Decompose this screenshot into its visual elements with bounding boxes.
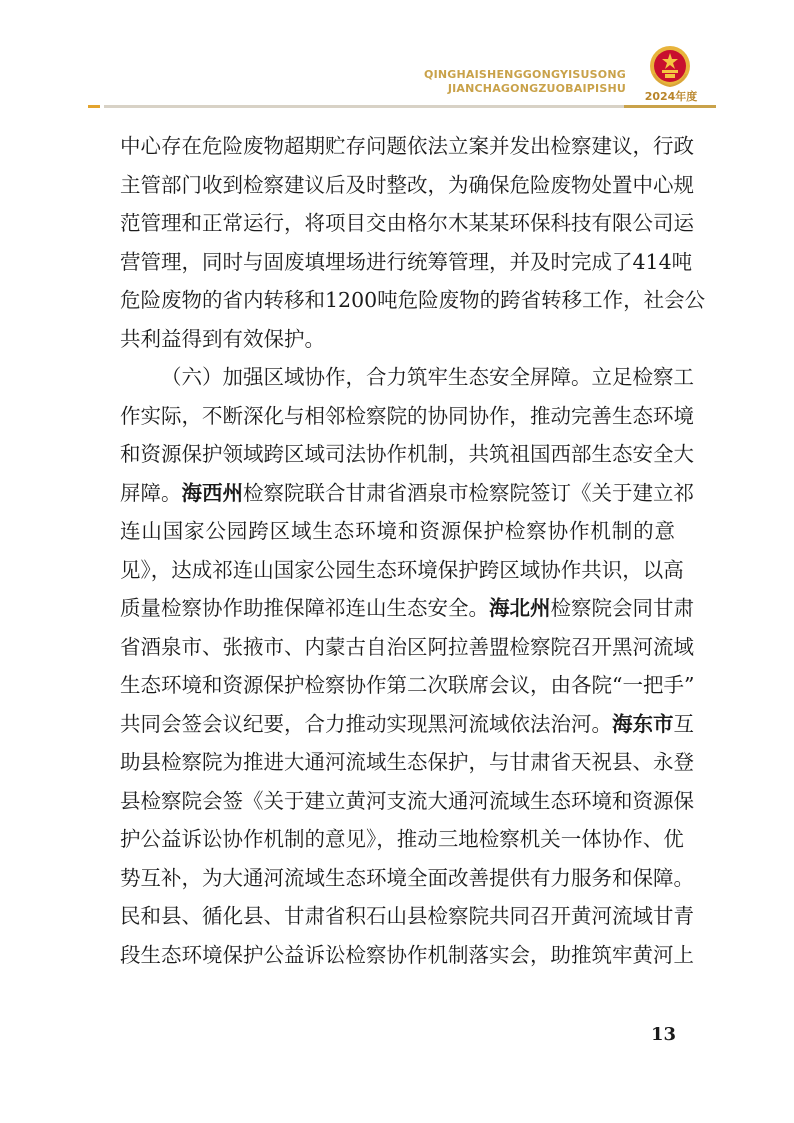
header-pinyin-line-2: JIANCHAGONGZUOBAIPISHU	[447, 82, 626, 95]
header-rule-accent	[88, 105, 100, 108]
text-line: 作实际，不断深化与相邻检察院的协同协作，推动完善生态环境	[120, 403, 694, 428]
text-line: 连山国家公园跨区域生态环境和资源保护检察协作机制的意	[120, 519, 675, 543]
text-line: 护公益诉讼协作机制的意见》，推动三地检察机关一体协作、优	[120, 827, 684, 851]
header-rule-gold	[624, 105, 716, 108]
page-number: 13	[650, 1024, 676, 1045]
highlight-haibei: 海北州	[489, 596, 551, 620]
text-line: 势互补，为大通河流域生态环境全面改善提供有力服务和保障。	[120, 865, 694, 890]
text-line: 危险废物的省内转移和1200吨危险废物的跨省转移工作，社会公	[120, 288, 706, 312]
text-line: 省酒泉市、张掖市、内蒙古自治区阿拉善盟检察院召开黑河流域	[120, 634, 694, 659]
header-brand-text	[424, 68, 626, 96]
body-text	[120, 127, 706, 974]
header-pinyin-line-1: QINGHAISHENGGONGYISUSONG	[424, 68, 626, 81]
text-line: 共利益得到有效保护。	[120, 326, 325, 351]
text-line: 民和县、循化县、甘肃省积石山县检察院共同召开黄河流域甘青	[120, 904, 694, 928]
highlight-haidong: 海东市	[612, 711, 674, 736]
text-line: 助县检察院为推进大通河流域生态保护，与甘肃省天祝县、永登	[120, 750, 694, 774]
text-line: 中心存在危险废物超期贮存问题依法立案并发出检察建议，行政	[120, 134, 694, 158]
procuratorate-emblem-icon	[648, 44, 692, 88]
text-line: 主管部门收到检察建议后及时整改，为确保危险废物处置中心规	[120, 172, 694, 197]
text-line: 和资源保护领域跨区域司法协作机制，共筑祖国西部生态安全大	[120, 442, 694, 466]
text-line: 质量检察协作助推保障祁连山生态安全。海北州检察院会同甘肃	[120, 596, 694, 620]
text-line: 营管理，同时与固废填埋场进行统筹管理，并及时完成了414吨	[120, 249, 693, 274]
text-line: 屏障。海西州检察院联合甘肃省酒泉市检察院签订《关于建立祁	[120, 480, 694, 505]
highlight-haixi: 海西州	[181, 480, 243, 505]
text-line: 共同会签会议纪要，合力推动实现黑河流域依法治河。海东市互	[120, 711, 694, 736]
header-rule	[104, 105, 624, 108]
text-line: 见》，达成祁连山国家公园生态环境保护跨区域协作共识，以高	[120, 557, 684, 582]
text-line: 生态环境和资源保护检察协作第二次联席会议，由各院“一把手”	[120, 673, 695, 697]
text-line: 县检察院会签《关于建立黄河支流大通河流域生态环境和资源保	[120, 788, 694, 813]
section-heading-line: （六）加强区域协作，合力筑牢生态安全屏障。立足检察工	[161, 365, 694, 389]
header-year: 2024年度	[644, 90, 698, 103]
text-line: 段生态环境保护公益诉讼检察协作机制落实会，助推筑牢黄河上	[120, 942, 694, 967]
text-line: 范管理和正常运行，将项目交由格尔木某某环保科技有限公司运	[120, 211, 694, 235]
